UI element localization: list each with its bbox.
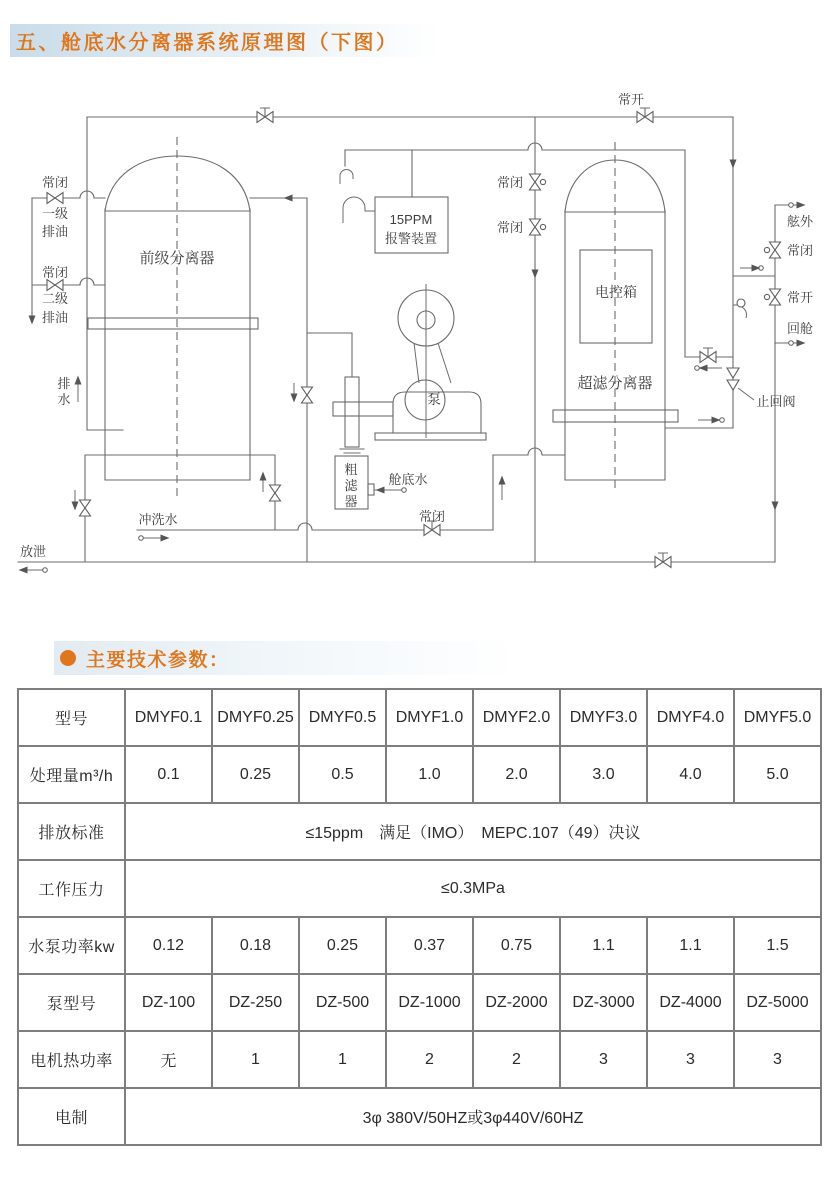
table-row-pump-model bbox=[18, 974, 821, 1031]
arrow-up-flush-riser bbox=[499, 476, 506, 485]
label-alarm-line1: 15PPM bbox=[389, 212, 433, 227]
valve-overboard-nc bbox=[764, 242, 780, 258]
heat-power-cell: 1 bbox=[212, 1031, 299, 1088]
heat-power-cell: 1 bbox=[299, 1031, 386, 1088]
working-pressure-cell: ≤0.3MPa bbox=[125, 860, 821, 917]
heat-power-cell: 无 bbox=[125, 1031, 212, 1088]
row-label-pump-power: 水泵功率kw bbox=[18, 917, 125, 974]
pump-model-cell: DZ-3000 bbox=[560, 974, 647, 1031]
pump-base bbox=[375, 433, 486, 440]
valve-normally-open-top bbox=[637, 108, 653, 123]
label-return-tank: 回舱 bbox=[786, 321, 814, 336]
arrow-bilge-in bbox=[376, 487, 385, 494]
pump-model-cell: DZ-2000 bbox=[473, 974, 560, 1031]
arrow-down-drain-valve bbox=[72, 502, 79, 511]
table-row-discharge bbox=[18, 803, 821, 860]
valve-oil2-nc bbox=[47, 280, 63, 291]
label-primary-separator: 前级分离器 bbox=[139, 250, 215, 267]
label-control-box: 电控箱 bbox=[595, 284, 637, 300]
check-valve bbox=[727, 368, 739, 390]
pump-model-cell: DZ-4000 bbox=[647, 974, 734, 1031]
suction-manifold bbox=[333, 402, 393, 416]
row-label-power-supply: 电制 bbox=[18, 1088, 125, 1145]
diagram-labels bbox=[20, 92, 814, 559]
section-title: 主要技术参数： bbox=[86, 649, 230, 671]
label-oil-out-1: 排油 bbox=[41, 224, 69, 239]
capacity-cell: 0.25 bbox=[212, 746, 299, 803]
label-nc-overboard: 常闭 bbox=[786, 243, 814, 258]
page-title: 五、舱底水分离器系统原理图（下图） bbox=[16, 32, 399, 54]
page-title-bar bbox=[10, 24, 440, 57]
valve-bottom-right bbox=[655, 553, 671, 568]
arrow-left-tank-stub bbox=[284, 195, 293, 202]
model-cell: DMYF0.25 bbox=[212, 689, 299, 746]
capacity-cell: 1.0 bbox=[386, 746, 473, 803]
label-nc-oil2: 常闭 bbox=[41, 265, 69, 280]
row-label-heat-power: 电机热功率 bbox=[18, 1031, 125, 1088]
arrow-down-oil-manifold bbox=[29, 316, 36, 325]
pump-model-cell: DZ-5000 bbox=[734, 974, 821, 1031]
arrow-up-flush-branch bbox=[260, 472, 267, 481]
pump-assembly bbox=[333, 284, 486, 440]
arrow-down-right-drop bbox=[730, 160, 737, 169]
label-overboard: 舷外 bbox=[786, 214, 814, 229]
valve-flush-branch bbox=[270, 485, 281, 501]
label-grade1: 一级 bbox=[41, 206, 69, 221]
row-label-model: 型号 bbox=[18, 689, 125, 746]
label-vent: 放泄 bbox=[19, 544, 47, 559]
pump-power-cell: 0.12 bbox=[125, 917, 212, 974]
pump-power-cell: 0.25 bbox=[299, 917, 386, 974]
sampling-cock bbox=[733, 299, 747, 318]
heat-power-cell: 2 bbox=[473, 1031, 560, 1088]
table-row-pump-power bbox=[18, 917, 821, 974]
model-cell: DMYF0.5 bbox=[299, 689, 386, 746]
valves bbox=[47, 108, 781, 568]
arrow-tank-outlet bbox=[712, 417, 721, 424]
table-row-power-supply bbox=[18, 1088, 821, 1145]
label-no-return: 常开 bbox=[786, 290, 814, 305]
label-filter-char3: 器 bbox=[344, 494, 358, 509]
label-filter-char2: 滤 bbox=[344, 478, 358, 493]
pump-power-cell: 0.75 bbox=[473, 917, 560, 974]
model-cell: DMYF4.0 bbox=[647, 689, 734, 746]
pump-power-cell: 0.18 bbox=[212, 917, 299, 974]
parameters-table bbox=[17, 688, 822, 1146]
capacity-cell: 2.0 bbox=[473, 746, 560, 803]
table-row-capacity bbox=[18, 746, 821, 803]
arrow-into-outlet-branch bbox=[752, 265, 761, 272]
model-cell: DMYF5.0 bbox=[734, 689, 821, 746]
label-nc-oil1: 常闭 bbox=[41, 175, 69, 190]
system-diagram bbox=[0, 80, 830, 615]
piping-diagram-svg bbox=[0, 80, 830, 615]
capacity-cell: 5.0 bbox=[734, 746, 821, 803]
capacity-cell: 0.1 bbox=[125, 746, 212, 803]
model-cell: DMYF3.0 bbox=[560, 689, 647, 746]
bullet-icon bbox=[60, 650, 76, 666]
pump-model-cell: DZ-250 bbox=[212, 974, 299, 1031]
arrow-recirc bbox=[699, 365, 708, 372]
pump-model-cell: DZ-1000 bbox=[386, 974, 473, 1031]
valve-drain-left bbox=[80, 500, 91, 516]
valve-oil1-nc bbox=[47, 193, 63, 204]
arrow-down-sample-line bbox=[532, 270, 539, 279]
model-cell: DMYF0.1 bbox=[125, 689, 212, 746]
piping bbox=[18, 117, 800, 562]
arrow-down-return-drop bbox=[772, 502, 779, 511]
model-cell: DMYF1.0 bbox=[386, 689, 473, 746]
arrow-vent-out bbox=[19, 567, 28, 574]
discharge-standard-cell: ≤15ppm 满足（IMO） MEPC.107（49）决议 bbox=[125, 803, 821, 860]
valve-mid-riser bbox=[302, 387, 313, 403]
heat-power-cell: 3 bbox=[734, 1031, 821, 1088]
valve-recirculation bbox=[700, 348, 716, 363]
label-grade2: 二级 bbox=[41, 291, 69, 306]
label-nc-sample2: 常闭 bbox=[496, 220, 524, 235]
power-supply-cell: 3φ 380V/50HZ或3φ440V/60HZ bbox=[125, 1088, 821, 1145]
heat-power-cell: 3 bbox=[647, 1031, 734, 1088]
section-header bbox=[54, 641, 634, 675]
label-nc-sample1: 常闭 bbox=[496, 175, 524, 190]
heat-power-cell: 2 bbox=[386, 1031, 473, 1088]
pump-power-cell: 0.37 bbox=[386, 917, 473, 974]
label-drain-char1: 排 bbox=[57, 376, 71, 391]
valve-top-left bbox=[257, 108, 273, 123]
heat-power-cell: 3 bbox=[560, 1031, 647, 1088]
label-oil-out-2: 排油 bbox=[41, 310, 69, 325]
label-no-top: 常开 bbox=[617, 92, 645, 107]
model-cell: DMYF2.0 bbox=[473, 689, 560, 746]
arrow-up-drain bbox=[75, 376, 82, 385]
label-uf-separator: 超滤分离器 bbox=[577, 375, 653, 392]
table-row-heat-power bbox=[18, 1031, 821, 1088]
valve-sample1-nc bbox=[530, 174, 546, 190]
arrow-return-out bbox=[797, 340, 806, 347]
pump-power-cell: 1.5 bbox=[734, 917, 821, 974]
capacity-cell: 3.0 bbox=[560, 746, 647, 803]
table-row-pressure bbox=[18, 860, 821, 917]
pump-model-cell: DZ-100 bbox=[125, 974, 212, 1031]
row-label-discharge: 排放标准 bbox=[18, 803, 125, 860]
arrow-down-mid-riser bbox=[291, 394, 298, 403]
table-row-model bbox=[18, 689, 821, 746]
arrow-flush-in bbox=[161, 535, 170, 542]
pump-model-cell: DZ-500 bbox=[299, 974, 386, 1031]
valve-return-no bbox=[764, 289, 780, 305]
pump-power-cell: 1.1 bbox=[647, 917, 734, 974]
label-bilge-water: 舱底水 bbox=[388, 472, 428, 487]
uf-separator-tank bbox=[553, 142, 678, 492]
primary-separator-tank bbox=[88, 137, 258, 500]
capacity-cell: 4.0 bbox=[647, 746, 734, 803]
valve-sample2-nc bbox=[530, 219, 546, 235]
label-drain-char2: 水 bbox=[57, 392, 71, 407]
label-check-valve: 止回阀 bbox=[756, 394, 796, 409]
row-label-capacity: 处理量m³/h bbox=[18, 746, 125, 803]
capacity-cell: 0.5 bbox=[299, 746, 386, 803]
label-filter-char1: 粗 bbox=[344, 462, 358, 477]
label-flush-water: 冲洗水 bbox=[138, 512, 178, 527]
row-label-pump-model: 泵型号 bbox=[18, 974, 125, 1031]
pump-power-cell: 1.1 bbox=[560, 917, 647, 974]
label-alarm-line2: 报警装置 bbox=[384, 231, 438, 246]
arrow-overboard-out bbox=[797, 202, 806, 209]
row-label-pressure: 工作压力 bbox=[18, 860, 125, 917]
label-pump: 泵 bbox=[427, 391, 441, 407]
label-nc-flush: 常闭 bbox=[418, 509, 446, 524]
